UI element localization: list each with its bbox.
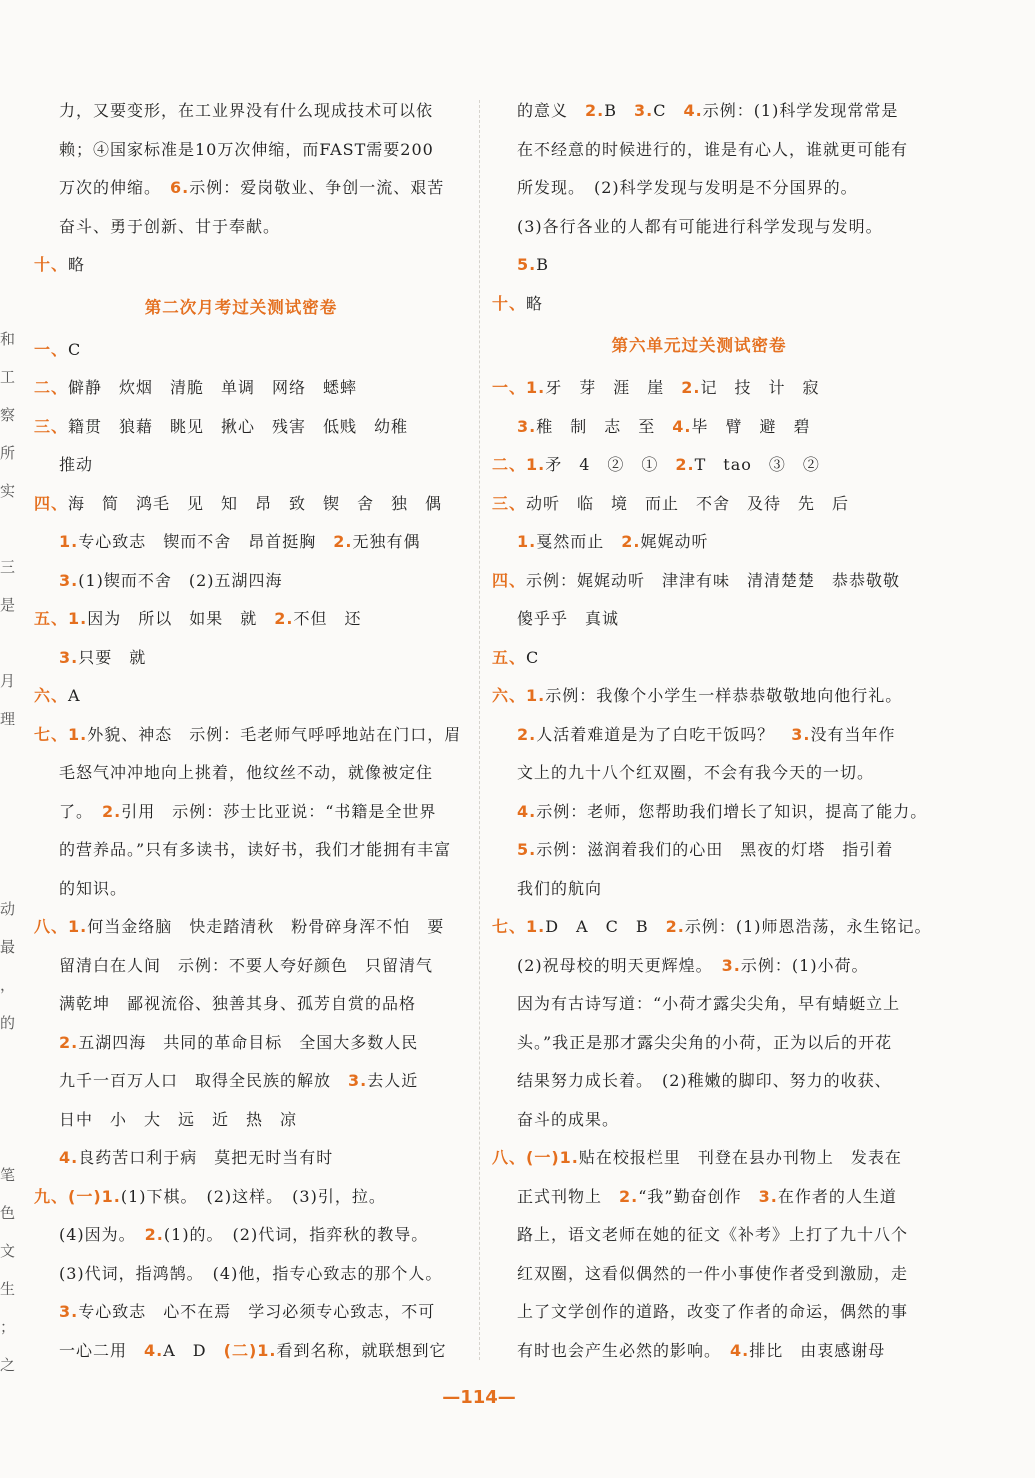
question-number: 2.	[274, 609, 294, 628]
question-number: 4.	[59, 1148, 79, 1167]
answer-line	[34, 208, 448, 247]
left-edge-fragment	[0, 320, 14, 1384]
answer-line	[34, 639, 448, 678]
answer-text: 红双圈，这看似偶然的一件小事使作者受到激励，走	[517, 1263, 909, 1283]
answer-text: 头。”我正是那才露尖尖角的小荷，正为以后的开花	[517, 1032, 893, 1052]
answer-text: 奋斗、勇于创新、甘于奉献。	[59, 216, 281, 236]
question-number: 八、1.	[34, 917, 88, 936]
answer-text: 示例：老师，您帮助我们增长了知识，提高了能力。	[536, 801, 928, 821]
edge-char: 笔	[0, 1166, 16, 1184]
answer-line	[34, 562, 448, 601]
answer-text: 去人近	[367, 1071, 419, 1090]
section-title: 第二次月考过关测试密卷	[144, 297, 338, 317]
answer-line	[34, 985, 448, 1024]
answer-text: 力，又要变形，在工业界没有什么现成技术可以依	[59, 101, 434, 120]
question-number: 2.	[585, 101, 605, 120]
answer-line	[34, 716, 462, 755]
answer-line	[492, 1101, 906, 1140]
answer-line	[492, 677, 906, 716]
answer-text: 何当金络脑 快走踏清秋 粉骨碎身浑不怕 要	[87, 917, 445, 936]
answer-text: 看到名称，就联想到它	[276, 1340, 447, 1360]
answer-line	[34, 1178, 448, 1217]
edge-char: ，	[0, 976, 16, 994]
answer-line	[492, 1139, 906, 1178]
edge-char	[0, 738, 14, 776]
edge-char	[0, 776, 14, 814]
answer-text: 万次的伸缩。	[59, 178, 171, 197]
left-column	[34, 92, 462, 1370]
answer-line	[34, 92, 448, 131]
answer-text: 赖；④国家标准是10万次伸缩，而FAST需要200	[59, 139, 434, 159]
question-number: 五、	[492, 647, 527, 667]
question-number: 5.	[517, 840, 537, 859]
question-number: 七、1.	[492, 917, 546, 936]
answer-line	[492, 1293, 909, 1332]
answer-text: 傻乎乎 真诚	[517, 609, 620, 628]
answer-text: 上了文学创作的道路，改变了作者的命运，偶然的事	[517, 1302, 909, 1321]
question-number: 七、1.	[34, 724, 88, 744]
answer-line	[492, 208, 906, 247]
answer-text: 正式刊物上	[517, 1186, 620, 1206]
edge-char: 三	[0, 558, 16, 576]
answer-text: 没有当年作	[810, 724, 896, 744]
edge-char: 实	[0, 482, 16, 500]
edge-char: 所	[0, 444, 16, 462]
column-divider	[479, 100, 480, 1360]
answer-line	[492, 793, 928, 832]
question-number: 2.	[102, 801, 122, 821]
answer-text: 的知识。	[59, 878, 128, 898]
answer-text: (1)锲而不舍 (2)五湖四海	[78, 570, 283, 590]
answer-text: 示例：滋润着我们的心田 黑夜的灯塔 指引着	[536, 840, 894, 859]
answer-text: 结果努力成长着。 (2)稚嫩的脚印、努力的收获、	[517, 1071, 892, 1090]
question-number: 一、	[34, 339, 69, 359]
answer-text: B	[536, 255, 549, 274]
answer-text: 不但 还	[293, 609, 362, 628]
answer-line	[492, 408, 906, 447]
edge-char	[0, 624, 14, 662]
question-number: 5.	[517, 255, 537, 274]
answer-text: 海 简 鸿毛 见 知 昂 致 锲 舍 独 偶	[68, 493, 443, 513]
answer-line	[34, 1101, 448, 1140]
answer-text: 只要 就	[78, 647, 147, 667]
answer-text: 推动	[59, 455, 94, 474]
answer-line	[492, 985, 906, 1024]
question-number: 四、	[492, 570, 527, 590]
answer-line	[34, 754, 448, 793]
answer-line	[492, 1178, 906, 1217]
answer-text: 示例：(1)科学发现常常是	[702, 101, 899, 120]
answer-text: D A C B	[545, 917, 666, 936]
question-number: 九、(一)1.	[34, 1186, 121, 1206]
answer-line	[34, 446, 448, 485]
answer-text: 示例：(1)小荷。	[740, 955, 869, 975]
question-number: 四、	[34, 493, 69, 513]
question-number: 3.	[758, 1186, 778, 1206]
question-number: 1.	[59, 532, 79, 551]
answer-text: 良药苦口利于病 莫把无时当有时	[78, 1148, 334, 1167]
answer-text: 的意义	[517, 101, 586, 120]
question-number: 八、(一)1.	[492, 1148, 579, 1167]
edge-char	[0, 1118, 14, 1156]
answer-line	[492, 754, 906, 793]
edge-char	[0, 510, 14, 548]
answer-line	[492, 92, 906, 131]
answer-line	[492, 870, 906, 909]
answer-line	[492, 1332, 906, 1371]
answer-line	[34, 831, 452, 870]
answer-text: C	[653, 101, 684, 120]
question-number: 二、	[34, 378, 69, 397]
answer-line	[34, 485, 448, 524]
answer-text: “我”勤奋创作	[638, 1186, 759, 1206]
answer-line	[492, 1255, 909, 1294]
answer-text: 示例：我像个小学生一样恭恭敬敬地向他行礼。	[545, 686, 903, 705]
answer-line	[34, 523, 448, 562]
answer-text: 人活着难道是为了白吃干饭吗？	[536, 724, 792, 744]
answer-text: A	[68, 686, 81, 705]
answer-text: 我们的航向	[517, 878, 603, 898]
question-number: 一、1.	[492, 378, 546, 397]
answer-line	[34, 1024, 448, 1063]
answer-line	[492, 908, 932, 947]
answer-text: 娓娓动听	[640, 532, 709, 551]
answer-text: 贴在校报栏里 刊登在县办刊物上 发表在	[578, 1148, 902, 1167]
answer-text: 矛 4 ② ①	[545, 455, 676, 474]
edge-char: 最	[0, 938, 16, 956]
answer-text: 记 技 计 寂	[700, 378, 820, 397]
answer-line	[34, 1332, 448, 1371]
answer-line	[492, 831, 906, 870]
answer-line	[492, 169, 906, 208]
answer-text: 示例：爱岗敬业、争创一流、艰苦	[189, 178, 445, 197]
question-number: 六、	[34, 686, 69, 705]
answer-line	[34, 246, 448, 285]
answer-line	[492, 716, 906, 755]
answer-text: 满乾坤 鄙视流俗、独善其身、孤芳自赏的品格	[59, 994, 417, 1013]
answer-text: 籍贯 狼藉 眺见 揪心 残害 低贱 幼稚	[68, 416, 409, 436]
answer-line	[34, 793, 448, 832]
answer-line	[492, 246, 906, 285]
edge-char: 文	[0, 1242, 16, 1260]
answer-text: (1)的。 (2)代词，指弈秋的教导。	[163, 1225, 429, 1244]
answer-text: C	[526, 647, 540, 667]
answer-text: (3)各行各业的人都有可能进行科学发现与发明。	[517, 216, 883, 236]
question-number: 3.	[59, 570, 79, 590]
answer-line	[34, 369, 448, 408]
edge-char: ；	[0, 1318, 16, 1336]
answer-text: B	[604, 101, 634, 120]
question-number: 3.	[348, 1071, 368, 1090]
edge-char	[0, 814, 14, 852]
answer-text: 日中 小 大 远 近 热 凉	[59, 1109, 298, 1129]
edge-char: 是	[0, 596, 16, 614]
question-number: 十、	[34, 255, 69, 274]
question-number: 三、	[34, 416, 69, 436]
question-number: 3.	[634, 101, 654, 120]
question-number: 三、	[492, 493, 527, 513]
question-number: 2.	[333, 532, 353, 551]
answer-line	[34, 1293, 448, 1332]
edge-char: 和	[0, 330, 16, 348]
answer-text: (3)代词，指鸿鹄。 (4)他，指专心致志的那个人。	[59, 1263, 443, 1283]
edge-char: 的	[0, 1014, 16, 1032]
question-number: 1.	[517, 532, 537, 551]
edge-char: 生	[0, 1280, 16, 1298]
answer-line	[492, 947, 906, 986]
edge-char: 理	[0, 710, 16, 728]
edge-char: 色	[0, 1204, 16, 1222]
question-number: 2.	[675, 455, 695, 474]
answer-text: 路上，语文老师在她的征文《补考》上打了九十八个	[517, 1225, 909, 1244]
answer-line	[34, 1255, 448, 1294]
question-number: 4.	[672, 416, 692, 436]
edge-char	[0, 1042, 14, 1080]
answer-text: 稚 制 志 至	[536, 416, 673, 436]
answer-text: 戛然而止	[536, 532, 622, 551]
answer-line	[34, 131, 448, 170]
answer-line	[34, 947, 448, 986]
answer-line	[492, 639, 906, 678]
section-title: 第六单元过关测试密卷	[611, 336, 787, 355]
question-number: 二、1.	[492, 455, 546, 474]
answer-line	[34, 600, 448, 639]
answer-line	[492, 600, 906, 639]
answer-line	[492, 285, 906, 324]
answer-text: 示例：娓娓动听 津津有味 清清楚楚 恭恭敬敬	[526, 570, 901, 590]
answer-line	[492, 1216, 909, 1255]
answer-text: (4)因为。	[59, 1225, 145, 1244]
answer-text: 一心二用	[59, 1340, 145, 1360]
answer-text: 所发现。 (2)科学发现与发明是不分国界的。	[517, 178, 858, 197]
answer-line	[34, 1216, 448, 1255]
answer-text: T tao ③ ②	[694, 455, 820, 474]
answer-line	[492, 1062, 906, 1101]
answer-line	[34, 908, 448, 947]
question-number: 3.	[59, 1302, 79, 1321]
question-number: 六、1.	[492, 686, 546, 705]
answer-text: 文上的九十八个红双圈，不会有我今天的一切。	[517, 763, 875, 782]
question-number: 4.	[144, 1340, 164, 1360]
answer-line	[34, 1062, 448, 1101]
question-number: 2.	[619, 1186, 639, 1206]
question-number: 2.	[621, 532, 641, 551]
question-number: 2.	[59, 1032, 79, 1052]
answer-text: C	[68, 339, 82, 359]
question-number: 3.	[517, 416, 537, 436]
right-column	[492, 92, 932, 1370]
answer-text: (1)下棋。 (2)这样。 (3)引，拉。	[120, 1186, 386, 1206]
answer-text: 牙 芽 涯 崖	[545, 378, 682, 397]
answer-text: 五湖四海 共同的革命目标 全国大多数人民	[78, 1032, 419, 1052]
answer-text: 略	[68, 255, 86, 274]
question-number: 3.	[791, 724, 811, 744]
answer-text: 的营养品。”只有多读书，读好书，我们才能拥有丰富	[59, 840, 452, 859]
answer-text: A D	[163, 1340, 224, 1360]
answer-line	[492, 485, 906, 524]
answer-line	[492, 446, 906, 485]
answer-text: 外貌、神态 示例：毛老师气呼呼地站在门口，眉	[87, 724, 462, 744]
answer-text: 在作者的人生道	[777, 1186, 897, 1206]
answer-text: 无独有偶	[352, 532, 421, 551]
edge-char: 月	[0, 672, 16, 690]
edge-char: 工	[0, 368, 16, 386]
question-number: 2.	[665, 917, 685, 936]
edge-char	[0, 1080, 14, 1118]
edge-char: 动	[0, 900, 16, 918]
answer-line	[34, 677, 448, 716]
answer-text: 奋斗的成果。	[517, 1109, 620, 1129]
question-number: 五、1.	[34, 609, 88, 628]
edge-char: 察	[0, 406, 16, 424]
question-number: 2.	[144, 1225, 164, 1244]
question-number: 6.	[170, 178, 190, 197]
answer-text: 排比 由衷感谢母	[749, 1340, 886, 1360]
answer-line	[492, 562, 906, 601]
page-number: —114—	[442, 1387, 516, 1408]
answer-line	[492, 369, 906, 408]
answer-line	[34, 408, 448, 447]
answer-line	[492, 1024, 906, 1063]
answer-line	[34, 870, 448, 909]
answer-text: 毛怒气冲冲地向上挑着，他纹丝不动，就像被定住	[59, 763, 434, 782]
answer-text: 因为 所以 如果 就	[87, 609, 275, 628]
answer-line	[492, 131, 909, 170]
answer-text: 毕 臂 避 碧	[691, 416, 811, 436]
question-number: 4.	[730, 1340, 750, 1360]
answer-text: 专心致志 锲而不舍 昂首挺胸	[78, 532, 334, 551]
answer-line	[34, 331, 448, 370]
question-number: (二)1.	[223, 1340, 277, 1360]
answer-text: 在不经意的时候进行的，谁是有心人，谁就更可能有	[517, 139, 909, 159]
question-number: 3.	[721, 955, 741, 975]
answer-text: 僻静 炊烟 清脆 单调 网络 蟋蟀	[68, 378, 358, 397]
question-number: 2.	[517, 724, 537, 744]
answer-line	[34, 1139, 448, 1178]
answer-text: 略	[526, 293, 544, 313]
answer-text: 因为有古诗写道：“小荷才露尖尖角，早有蜻蜓立上	[517, 994, 901, 1013]
answer-text: 专心致志 心不在焉 学习必须专心致志，不可	[78, 1302, 436, 1321]
answer-text: 留清白在人间 示例：不要人夸好颜色 只留清气	[59, 955, 434, 975]
question-number: 4.	[683, 101, 703, 120]
answer-text: 有时也会产生必然的影响。	[517, 1340, 731, 1360]
answer-text: 九千一百万人口 取得全民族的解放	[59, 1071, 349, 1090]
question-number: 3.	[59, 647, 79, 667]
answer-line	[492, 523, 906, 562]
question-number: 4.	[517, 801, 537, 821]
question-number: 2.	[681, 378, 701, 397]
answer-line	[34, 169, 448, 208]
answer-text: (2)祝母校的明天更辉煌。	[517, 955, 722, 975]
answer-text: 示例：(1)师恩浩荡，永生铭记。	[684, 917, 932, 936]
edge-char	[0, 852, 14, 890]
edge-char: 之	[0, 1356, 16, 1374]
question-number: 十、	[492, 293, 527, 313]
answer-text: 动听 临 境 而止 不舍 及待 先 后	[526, 493, 850, 513]
answer-text: 了。	[59, 801, 103, 821]
answer-text: 引用 示例：莎士比亚说：“书籍是全世界	[121, 801, 437, 821]
